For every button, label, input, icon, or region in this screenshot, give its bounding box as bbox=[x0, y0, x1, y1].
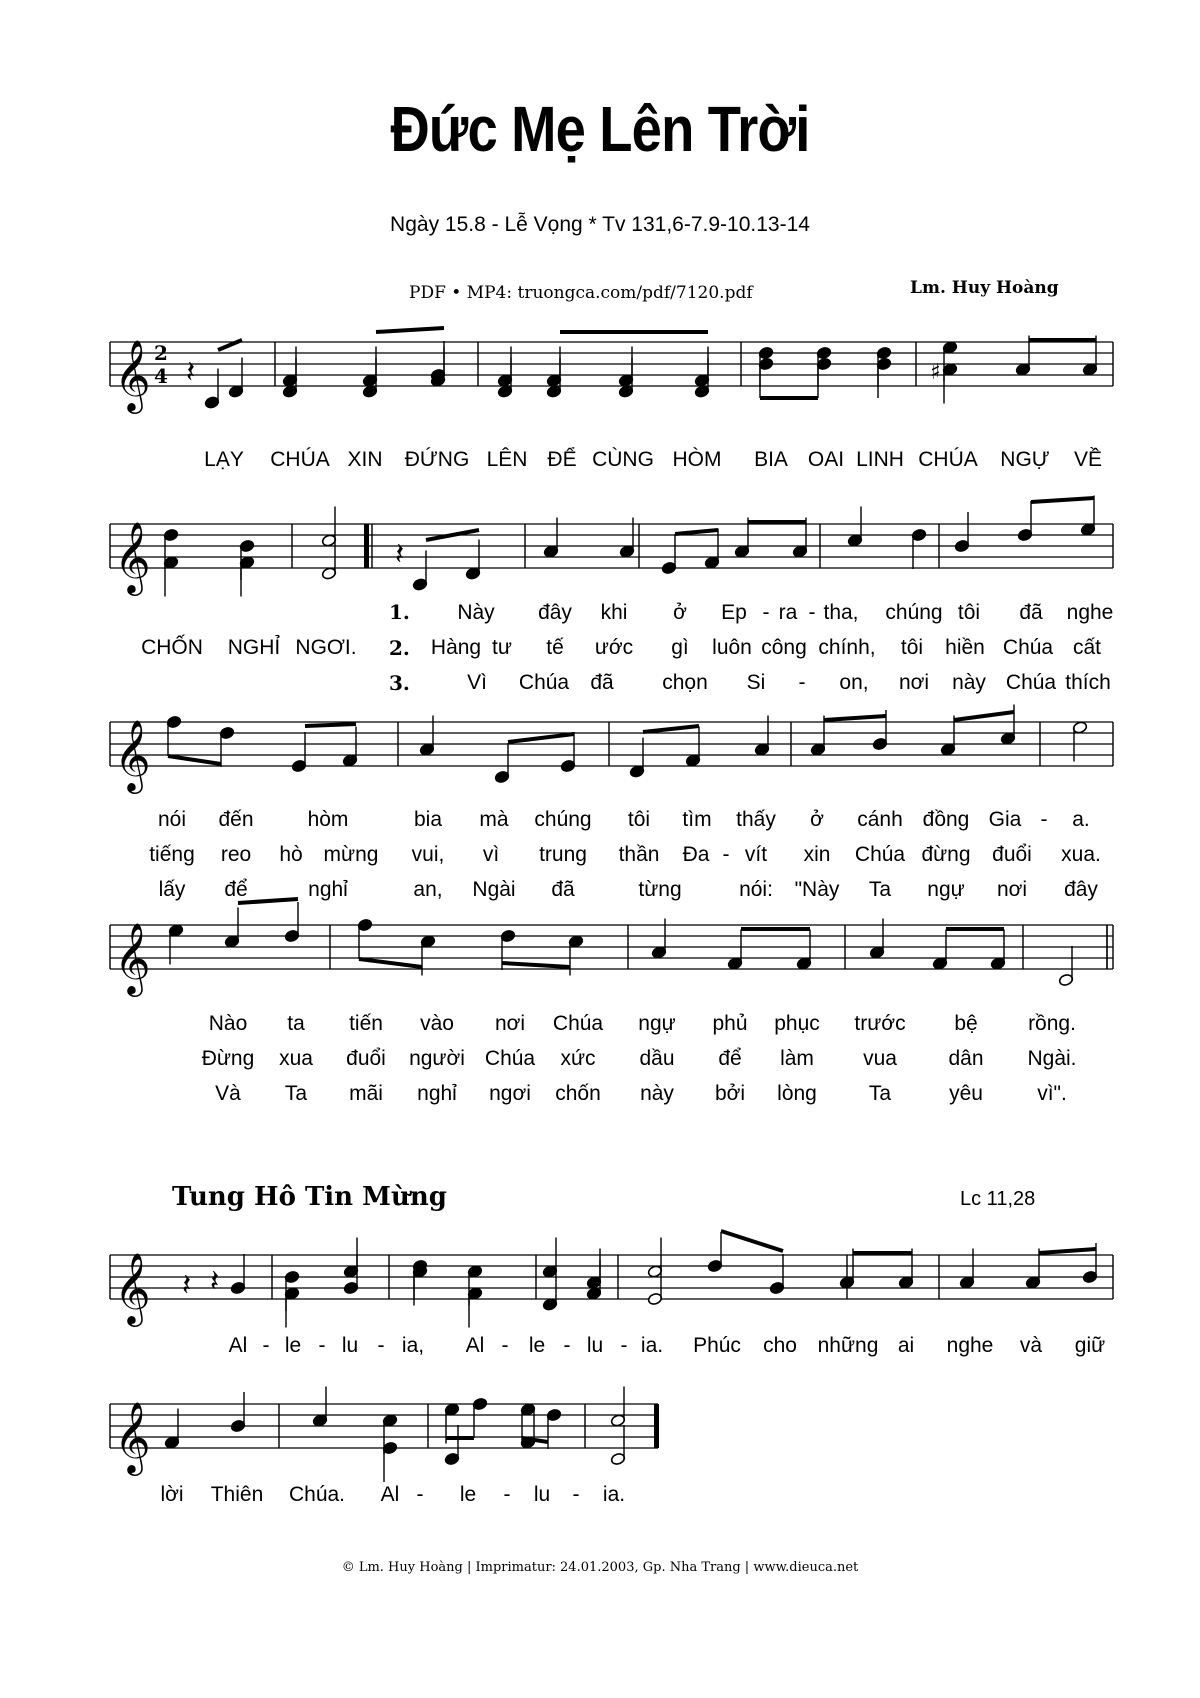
note-beam bbox=[376, 328, 444, 332]
lyric: Này bbox=[457, 601, 495, 624]
note-beam bbox=[359, 959, 422, 967]
lyric: OAI bbox=[807, 448, 845, 471]
lyric: nghỉ bbox=[417, 1082, 457, 1105]
lyric: ngự bbox=[638, 1012, 676, 1035]
lyric: - bbox=[416, 1483, 424, 1506]
quarter-rest-icon: 𝄽 bbox=[210, 1264, 220, 1299]
lyric: ngự bbox=[927, 878, 965, 901]
lyric: - bbox=[808, 601, 816, 624]
lyric: xua. bbox=[1061, 843, 1101, 866]
lyric: Đa bbox=[682, 843, 710, 866]
lyric: tìm bbox=[682, 808, 712, 831]
lyric: Chúa bbox=[518, 671, 570, 694]
acclamation-title: Tung Hô Tin Mừng bbox=[172, 1182, 447, 1212]
lyric: lu bbox=[341, 1334, 359, 1357]
lyric: trung bbox=[539, 843, 587, 866]
lyric: Chúa bbox=[854, 843, 906, 866]
lyric: ước bbox=[594, 636, 634, 659]
lyric: ra bbox=[778, 601, 798, 624]
lyric: tiếng bbox=[149, 843, 195, 866]
lyric: chúng bbox=[885, 601, 943, 624]
lyric: Vì bbox=[467, 671, 487, 694]
lyric: Phúc bbox=[693, 1334, 741, 1357]
lyric: làm bbox=[780, 1047, 814, 1070]
lyric: này bbox=[952, 671, 986, 694]
lyric: le bbox=[528, 1334, 546, 1357]
lyric: gì bbox=[671, 636, 689, 659]
lyric: Ta bbox=[868, 878, 892, 901]
lyric: tế bbox=[546, 636, 564, 659]
lyric: từng bbox=[638, 878, 682, 901]
treble-clef-icon: 𝄞 bbox=[114, 921, 151, 994]
lyric: mừng bbox=[323, 843, 379, 866]
lyric: vì". bbox=[1037, 1082, 1067, 1105]
lyric: những bbox=[817, 1334, 879, 1357]
note-beam bbox=[721, 1231, 783, 1251]
lyric: cất bbox=[1072, 636, 1102, 659]
lyric: CHỐN bbox=[141, 636, 203, 659]
lyric: ĐỨNG bbox=[404, 448, 470, 471]
lyric: nơi bbox=[494, 1012, 526, 1035]
lyric: lấy bbox=[158, 878, 186, 901]
lyric: ngơi bbox=[489, 1082, 531, 1105]
lyric: để bbox=[224, 878, 248, 901]
note-beam bbox=[168, 756, 221, 764]
lyric: Chúa bbox=[1002, 636, 1054, 659]
lyric: CHÚA bbox=[918, 448, 978, 471]
treble-clef-icon: 𝄞 bbox=[114, 718, 151, 791]
lyric: Chúa. bbox=[288, 1483, 346, 1506]
lyric: - bbox=[377, 1334, 385, 1357]
lyric: chốn bbox=[555, 1082, 601, 1105]
lyric: Ngài. bbox=[1027, 1047, 1077, 1070]
verse-number: 1. bbox=[389, 600, 410, 624]
treble-clef-icon: 𝄞 bbox=[114, 1251, 151, 1324]
lyric: vào bbox=[420, 1012, 454, 1035]
lyric: đồng bbox=[922, 808, 970, 831]
lyric: luôn bbox=[712, 636, 752, 659]
lyric: LINH bbox=[856, 448, 904, 471]
lyric: - bbox=[572, 1483, 580, 1506]
lyric: lu bbox=[533, 1483, 551, 1506]
lyric: này bbox=[640, 1082, 674, 1105]
lyric: công bbox=[761, 636, 807, 659]
lyric: - bbox=[318, 1334, 326, 1357]
lyric: vui, bbox=[411, 843, 445, 866]
lyric: ở bbox=[673, 601, 687, 624]
lyric: nghỉ bbox=[308, 878, 348, 901]
lyric: Ep bbox=[721, 601, 747, 624]
lyric: reo bbox=[220, 843, 252, 866]
lyric: - bbox=[620, 1334, 628, 1357]
note-beam bbox=[675, 530, 718, 534]
lyric: thấy bbox=[736, 808, 776, 831]
verse-number: 3. bbox=[389, 671, 410, 695]
lyric: tư bbox=[492, 636, 512, 659]
lyric: Si bbox=[746, 671, 766, 694]
lyric: lu bbox=[586, 1334, 604, 1357]
lyric: xức bbox=[560, 1047, 596, 1070]
lyric: tiến bbox=[349, 1012, 383, 1035]
lyric: Gia bbox=[988, 808, 1022, 831]
lyric: Chúa bbox=[552, 1012, 604, 1035]
quarter-rest-icon: 𝄽 bbox=[186, 355, 196, 390]
verse-number: 2. bbox=[389, 636, 410, 660]
lyric: mà bbox=[479, 808, 509, 831]
lyric: phục bbox=[774, 1012, 820, 1035]
treble-clef-icon: 𝄞 bbox=[114, 520, 151, 593]
lyric: HÒM bbox=[672, 448, 722, 471]
lyric: cho bbox=[763, 1334, 797, 1357]
lyric: yêu bbox=[949, 1082, 983, 1105]
lyric: tha, bbox=[823, 601, 859, 624]
lyric: bia bbox=[413, 808, 443, 831]
lyric: le bbox=[284, 1334, 302, 1357]
lyric: a. bbox=[1072, 808, 1090, 831]
lyric: ĐỂ bbox=[547, 448, 577, 471]
lyric: - bbox=[762, 601, 770, 624]
lyric: đến bbox=[218, 808, 254, 831]
lyric: cánh bbox=[857, 808, 903, 831]
lyric: bởi bbox=[714, 1082, 746, 1105]
lyric: Al bbox=[465, 1334, 485, 1357]
time-signature-bottom: 4 bbox=[154, 364, 168, 388]
lyric: hòm bbox=[307, 808, 349, 831]
lyric: CHÚA bbox=[270, 448, 330, 471]
lyric: lời bbox=[160, 1483, 184, 1506]
final-bar bbox=[654, 1404, 659, 1448]
lyric: - bbox=[262, 1334, 270, 1357]
lyric: khi bbox=[600, 601, 628, 624]
lyric: Chúa bbox=[1005, 671, 1057, 694]
lyric: - bbox=[798, 671, 806, 694]
time-signature-top: 2 bbox=[154, 341, 168, 365]
lyric: tôi bbox=[627, 808, 651, 831]
lyric: ai bbox=[897, 1334, 915, 1357]
lyric: Đừng bbox=[201, 1047, 255, 1070]
lyric: vít bbox=[744, 843, 768, 866]
lyric: NGƠI. bbox=[295, 636, 357, 659]
lyric: on, bbox=[839, 671, 869, 694]
lyric: Al bbox=[380, 1483, 400, 1506]
lyric: nơi bbox=[996, 878, 1028, 901]
lyric: giữ bbox=[1074, 1334, 1106, 1357]
lyric: chọn bbox=[662, 671, 708, 694]
lyric: Chúa bbox=[484, 1047, 536, 1070]
lyric: Ta bbox=[868, 1082, 892, 1105]
lyric: nói bbox=[157, 808, 187, 831]
lyric: đuổi bbox=[992, 843, 1032, 866]
note-beam bbox=[1039, 1249, 1096, 1253]
lyric: nghe bbox=[1066, 601, 1114, 624]
lyric: Hàng bbox=[430, 636, 482, 659]
lyric: Và bbox=[215, 1082, 241, 1105]
lyric: đã bbox=[1019, 601, 1043, 624]
lyric: Nào bbox=[208, 1012, 248, 1035]
lyric: nghe bbox=[946, 1334, 994, 1357]
note-beam bbox=[824, 716, 886, 720]
lyric: dân bbox=[948, 1047, 984, 1070]
lyric: thích bbox=[1065, 671, 1111, 694]
lyric: nơi bbox=[898, 671, 930, 694]
lyric: LÊN bbox=[486, 448, 528, 471]
lyric: xin bbox=[803, 843, 831, 866]
note-beam bbox=[643, 726, 699, 732]
lyric: xua bbox=[279, 1047, 313, 1070]
lyric: BIA bbox=[754, 448, 788, 471]
lyric: tôi bbox=[957, 601, 981, 624]
lyric: Al bbox=[228, 1334, 248, 1357]
lyric: Ta bbox=[284, 1082, 308, 1105]
composer-name: Lm. Huy Hoàng bbox=[910, 278, 1059, 298]
scripture-reference: Lc 11,28 bbox=[960, 1188, 1036, 1210]
lyric: NGỰ bbox=[1000, 448, 1050, 471]
lyric: bệ bbox=[954, 1012, 978, 1035]
lyric: - bbox=[563, 1334, 571, 1357]
lyric: trước bbox=[854, 1012, 906, 1035]
lyric: đây bbox=[1064, 878, 1098, 901]
lyric: chính, bbox=[818, 636, 876, 659]
treble-clef-icon: 𝄞 bbox=[114, 338, 151, 411]
lyric: đây bbox=[538, 601, 572, 624]
lyric: - bbox=[501, 1334, 509, 1357]
quarter-rest-icon: 𝄽 bbox=[182, 1268, 192, 1303]
treble-clef-icon: 𝄞 bbox=[114, 1400, 151, 1473]
lyric: để bbox=[718, 1047, 742, 1070]
lyric: XIN bbox=[347, 448, 383, 471]
lyric: - bbox=[503, 1483, 511, 1506]
lyric: "Này bbox=[794, 878, 840, 901]
note-beam bbox=[305, 724, 356, 726]
lyric: mãi bbox=[349, 1082, 383, 1105]
source-link[interactable]: PDF • MP4: truongca.com/pdf/7120.pdf bbox=[409, 283, 753, 303]
lyric: vua bbox=[863, 1047, 897, 1070]
lyric: an, bbox=[413, 878, 443, 901]
lyric: CÙNG bbox=[592, 448, 654, 471]
lyric: - bbox=[722, 843, 730, 866]
lyric: đã bbox=[551, 878, 575, 901]
lyric: NGHỈ bbox=[227, 636, 281, 659]
lyric: Ngài bbox=[472, 878, 516, 901]
song-subtitle: Ngày 15.8 - Lễ Vọng * Tv 131,6-7.9-10.13-14 bbox=[390, 213, 810, 236]
quarter-rest-icon: 𝄽 bbox=[395, 537, 405, 572]
note-beam bbox=[954, 712, 1014, 720]
lyric: le bbox=[459, 1483, 477, 1506]
lyric: ia. bbox=[602, 1483, 626, 1506]
sharp-icon: ♯ bbox=[930, 360, 941, 385]
lyric: vì bbox=[482, 843, 500, 866]
lyric: thần bbox=[618, 843, 660, 866]
note-beam bbox=[508, 734, 574, 742]
lyric: và bbox=[1019, 1334, 1043, 1357]
lyric: tôi bbox=[900, 636, 924, 659]
lyric: đã bbox=[590, 671, 614, 694]
lyric: đuổi bbox=[346, 1047, 386, 1070]
repeat-bar bbox=[364, 524, 369, 568]
lyric: Thiên bbox=[210, 1483, 264, 1506]
lyric: ở bbox=[810, 808, 824, 831]
lyric: ia, bbox=[401, 1334, 425, 1357]
lyric: hò bbox=[279, 843, 303, 866]
song-title: Đức Mẹ Lên Trời bbox=[390, 93, 810, 165]
lyric: dầu bbox=[639, 1047, 675, 1070]
lyric: rồng. bbox=[1028, 1012, 1076, 1035]
lyric: phủ bbox=[712, 1012, 748, 1035]
lyric: đừng bbox=[921, 843, 971, 866]
lyric: VỀ bbox=[1073, 448, 1103, 471]
lyric: chúng bbox=[534, 808, 592, 831]
lyric: ia. bbox=[640, 1334, 664, 1357]
lyric: LẠY bbox=[204, 448, 244, 471]
lyric: hiền bbox=[945, 636, 985, 659]
lyric: ta bbox=[287, 1012, 305, 1035]
note-beam bbox=[1031, 498, 1094, 502]
lyric: nói: bbox=[739, 878, 773, 901]
lyric: người bbox=[409, 1047, 465, 1070]
copyright-footer: © Lm. Huy Hoàng | Imprimatur: 24.01.2003, Gp. Nha Trang | www.dieuca.net bbox=[341, 1560, 859, 1575]
lyric: lòng bbox=[777, 1082, 817, 1105]
lyric: - bbox=[1040, 808, 1048, 831]
note-beam bbox=[502, 963, 570, 967]
